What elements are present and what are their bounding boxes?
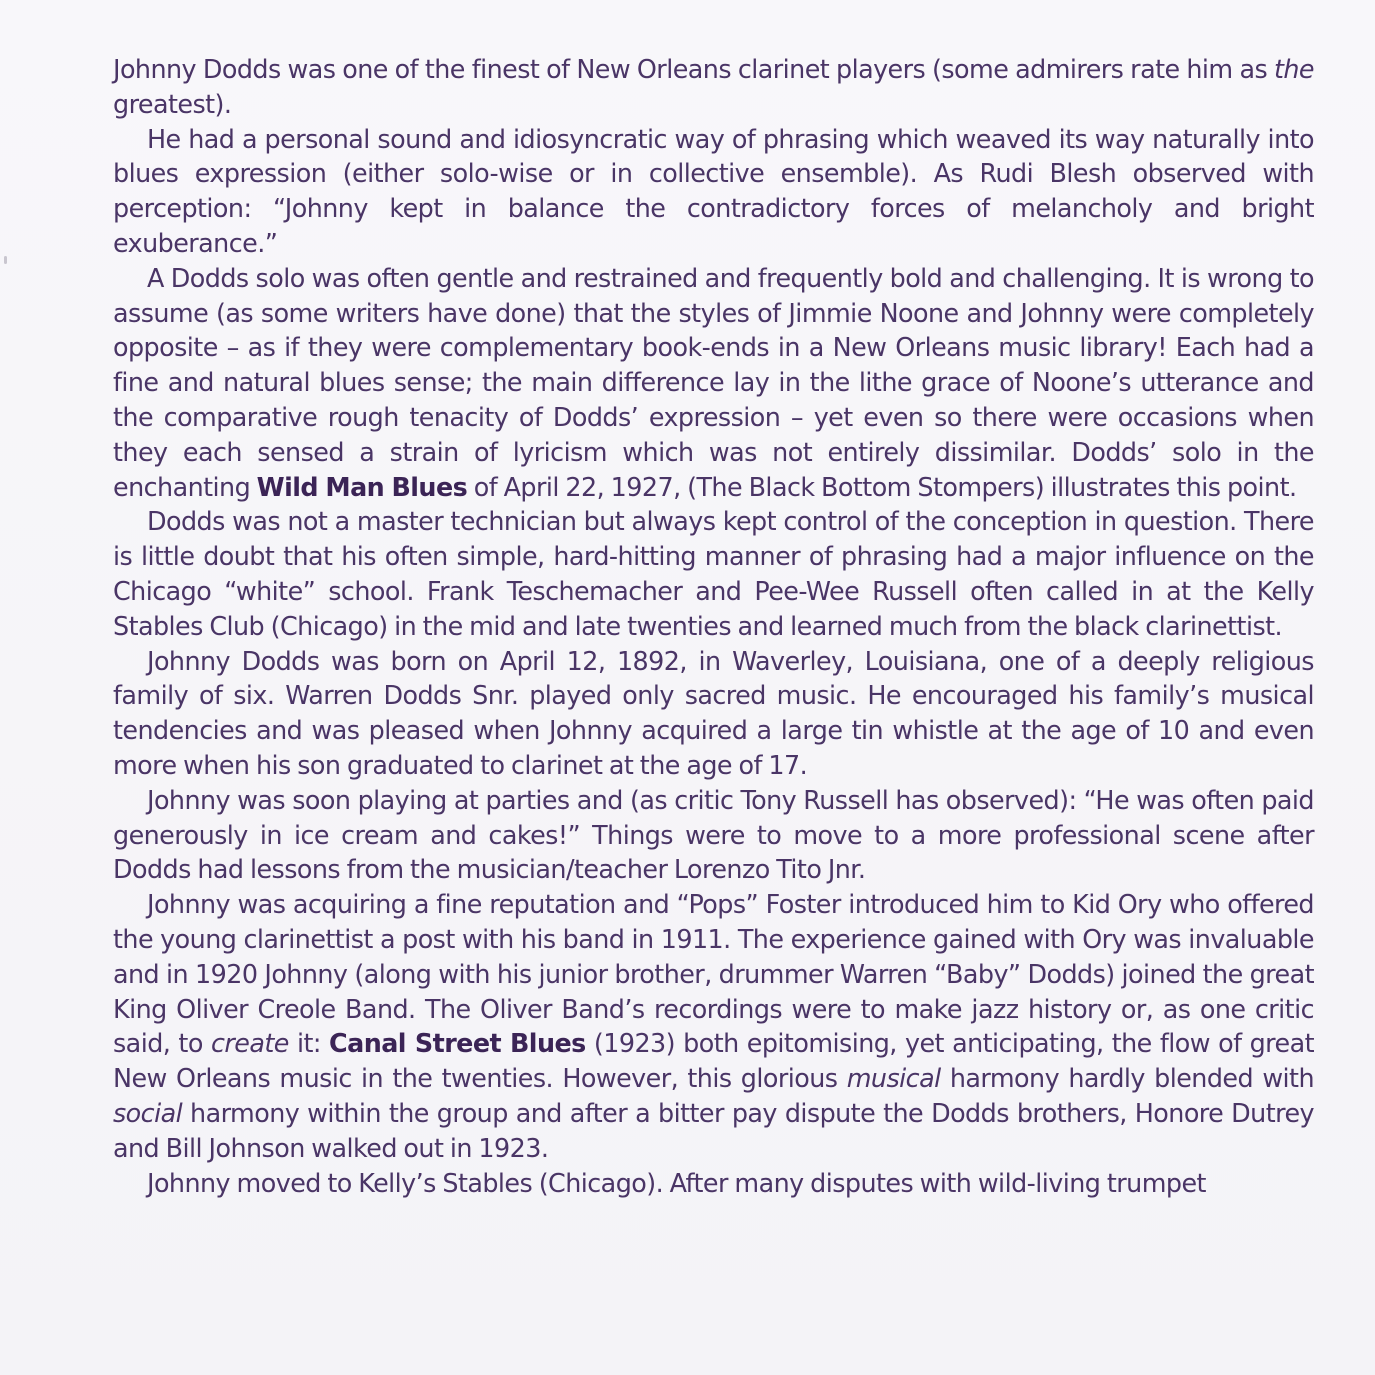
paragraph <box>113 887 1314 1165</box>
paragraph-text: A Dodds solo was often gentle and restrained and frequently bold and challenging. It is wrong to assume (as some writers have done) that the styles of Jimmie Noone and Johnny were completely opposite – as if they were complementary book-ends in a New Orleans music library! Each had a fine and natural blues sense; the main difference lay in the lithe grace of Noone’s utterance and the comparative rough tenacity of Dodds’ expression – yet even so there were occasions when they each sensed a strain of lyricism which was not entirely dissimilar. Dodds’ solo in the enchanting <box>113 262 1314 502</box>
emphasis-text: social <box>113 1097 183 1128</box>
paragraph-text: Dodds was not a master technician but always kept control of the conception in question. There is little doubt that his often simple, hard-hitting manner of phrasing had a major influence on the Chicago “white” school. Frank Teschemacher and Pee-Wee Russell often called in at the Kelly Stables Club (Chicago) in the mid and late twenties and learned much from the black clarinettist. <box>113 506 1314 641</box>
paragraph-text: it: <box>288 1028 330 1059</box>
song-title: Wild Man Blues <box>256 471 468 502</box>
paragraph-text: Johnny was acquiring a fine reputation and “Pops” Foster introduced him to Kid Ory who offered the young clarinettist a post with his band in 1911. The experience gained with Ory was invaluable and in 1920 Johnny (along with his junior brother, drummer Warren “Baby” Dodds) joined the great King Oliver Creole Band. The Oliver Band’s recordings were to make jazz history or, as one critic said, to <box>113 889 1314 1059</box>
paragraph-text: Johnny Dodds was one of the finest of New Orleans clarinet players (some admirers rate him as <box>113 54 1274 84</box>
paragraph-text: greatest). <box>113 88 232 119</box>
liner-notes-text <box>113 52 1314 1200</box>
paragraph-text: harmony hardly blended with <box>940 1063 1314 1094</box>
paragraph-text: He had a personal sound and idiosyncratic way of phrasing which weaved its way naturally into blues expression (either solo-wise or in collective ensemble). As Rudi Blesh observed with perception: “Johnny kept in balance the contradictory forces of melancholy and bright exuberance.” <box>113 123 1314 258</box>
paragraph-text: harmony within the group and after a bitter pay dispute the Dodds brothers, Honore Dutrey and Bill Johnson walked out in 1923. <box>113 1097 1314 1163</box>
paragraph <box>113 52 1314 122</box>
emphasis-text: the <box>1273 54 1314 84</box>
paragraph-text: Johnny moved to Kelly’s Stables (Chicago). After many disputes with wild-living trumpet <box>147 1167 1206 1198</box>
paragraph <box>113 644 1314 783</box>
paragraph <box>113 1166 1314 1201</box>
paragraph-text: (1923) both epitomising, yet anticipating, the flow of great New Orleans music in the twenties. However, this glorious <box>113 1028 1314 1094</box>
song-title: Canal Street Blues <box>329 1028 586 1059</box>
paragraph <box>113 504 1314 643</box>
paragraph-text: of April 22, 1927, (The Black Bottom Stompers) illustrates this point. <box>467 471 1297 502</box>
paragraph-text: Johnny was soon playing at parties and (as critic Tony Russell has observed): “He was often paid generously in ice cream and cakes!” Things were to move to a more professional scene after Dodds had lessons from the musician/teacher Lorenzo Tito Jnr. <box>113 784 1314 885</box>
paragraph-text: Johnny Dodds was born on April 12, 1892, in Waverley, Louisiana, one of a deeply religious family of six. Warren Dodds Snr. played only sacred music. He encouraged his family’s musical tendencies and was pleased when Johnny acquired a large tin whistle at the age of 10 and even more when his son graduated to clarinet at the age of 17. <box>113 645 1314 780</box>
emphasis-text: musical <box>846 1063 941 1094</box>
page-edge-mark <box>4 256 7 264</box>
emphasis-text: create <box>210 1028 289 1059</box>
paragraph <box>113 783 1314 887</box>
paragraph <box>113 261 1314 505</box>
paragraph <box>113 122 1314 261</box>
